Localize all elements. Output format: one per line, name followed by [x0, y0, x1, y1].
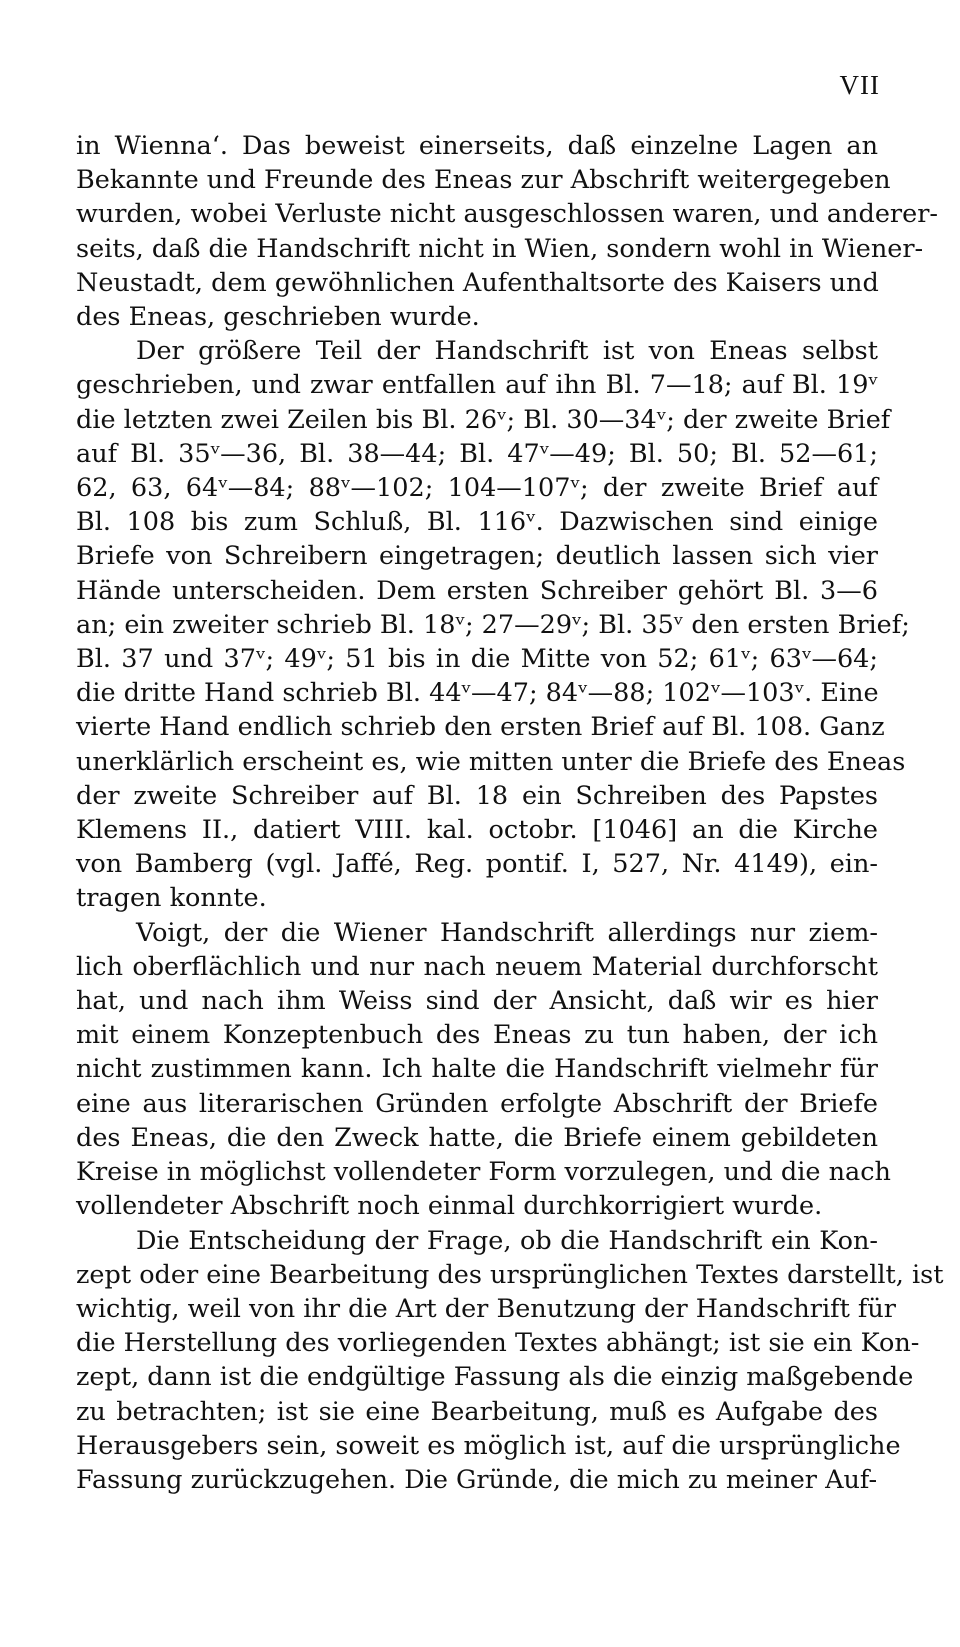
text-line: Bekannte und Freunde des Eneas zur Abschrift weitergegeben: [76, 165, 891, 196]
text-line: auf Bl. 35ᵛ—36, Bl. 38—44; Bl. 47ᵛ—49; Bl. 50; Bl. 52—61;: [76, 438, 878, 469]
body-text: [76, 129, 944, 1497]
text-line: von Bamberg (vgl. Jaffé, Reg. pontif. I, 527, Nr. 4149), ein-: [76, 849, 878, 880]
text-line: lich oberflächlich und nur nach neuem Material durchforscht: [76, 951, 878, 982]
text-line: zept, dann ist die endgültige Fassung als die einzig maßgebende: [76, 1362, 914, 1393]
text-line: Fassung zurückzugehen. Die Gründe, die mich zu meiner Auf-: [76, 1464, 878, 1495]
text-line: an; ein zweiter schrieb Bl. 18ᵛ; 27—29ᵛ; Bl. 35ᵛ den ersten Brief;: [76, 609, 910, 640]
text-line: eine aus literarischen Gründen erfolgte Abschrift der Briefe: [76, 1088, 878, 1119]
text-line: die Herstellung des vorliegenden Textes abhängt; ist sie ein Kon-: [76, 1328, 920, 1359]
text-line: in Wienna‘. Das beweist einerseits, daß einzelne Lagen an: [76, 131, 878, 161]
text-line: Die Entscheidung der Frage, ob die Handschrift ein Kon-: [136, 1225, 878, 1256]
paragraph-3: [76, 916, 891, 1224]
text-line: Neustadt, dem gewöhnlichen Aufenthaltsorte des Kaisers und: [76, 267, 879, 298]
text-line: Hände unterscheiden. Dem ersten Schreiber gehört Bl. 3—6: [76, 575, 878, 606]
text-line: des Eneas, geschrieben wurde.: [76, 302, 480, 333]
text-line: vierte Hand endlich schrieb den ersten Brief auf Bl. 108. Ganz: [76, 712, 885, 743]
text-line: vollendeter Abschrift noch einmal durchkorrigiert wurde.: [76, 1191, 823, 1222]
text-line: geschrieben, und zwar entfallen auf ihn Bl. 7—18; auf Bl. 19ᵛ: [76, 370, 878, 401]
paragraph-4: [76, 1224, 944, 1498]
text-line: des Eneas, die den Zweck hatte, die Briefe einem gebildeten: [76, 1122, 878, 1153]
text-line: Bl. 37 und 37ᵛ; 49ᵛ; 51 bis in die Mitte von 52; 61ᵛ; 63ᵛ—64;: [76, 644, 878, 675]
text-line: wurden, wobei Verluste nicht ausgeschlossen waren, und anderer-: [76, 199, 939, 230]
text-line: zept oder eine Bearbeitung des ursprünglichen Textes darstellt, ist: [76, 1259, 944, 1290]
text-line: Herausgebers sein, soweit es möglich ist, auf die ursprüngliche: [76, 1430, 901, 1461]
text-line: Der größere Teil der Handschrift ist von Eneas selbst: [136, 336, 878, 367]
page-number: VII: [839, 70, 880, 100]
text-line: Kreise in möglichst vollendeter Form vorzulegen, und die nach: [76, 1157, 891, 1188]
text-line: Briefe von Schreibern eingetragen; deutlich lassen sich vier: [76, 541, 878, 572]
text-line: die letzten zwei Zeilen bis Bl. 26ᵛ; Bl. 30—34ᵛ; der zweite Brief: [76, 404, 891, 435]
text-line: tragen konnte.: [76, 883, 267, 914]
text-line: Bl. 108 bis zum Schluß, Bl. 116ᵛ. Dazwischen sind einige: [76, 507, 878, 538]
text-line: hat, und nach ihm Weiss sind der Ansicht, daß wir es hier: [76, 986, 878, 1017]
paragraph-1: [76, 129, 939, 334]
text-line: mit einem Konzeptenbuch des Eneas zu tun haben, der ich: [76, 1020, 878, 1051]
text-line: Voigt, der die Wiener Handschrift allerdings nur ziem-: [136, 917, 878, 948]
text-line: zu betrachten; ist sie eine Bearbeitung, muß es Aufgabe des: [76, 1396, 878, 1427]
text-line: der zweite Schreiber auf Bl. 18 ein Schreiben des Papstes: [76, 780, 878, 811]
text-line: Klemens II., datiert VIII. kal. octobr. [1046] an die Kirche: [76, 815, 878, 846]
text-line: 62, 63, 64ᵛ—84; 88ᵛ—102; 104—107ᵛ; der zweite Brief auf: [76, 473, 878, 504]
text-line: die dritte Hand schrieb Bl. 44ᵛ—47; 84ᵛ—88; 102ᵛ—103ᵛ. Eine: [76, 678, 879, 709]
text-line: seits, daß die Handschrift nicht in Wien, sondern wohl in Wiener-: [76, 233, 924, 264]
paragraph-2: [76, 334, 910, 915]
text-line: wichtig, weil von ihr die Art der Benutzung der Handschrift für: [76, 1293, 896, 1324]
text-line: nicht zustimmen kann. Ich halte die Handschrift vielmehr für: [76, 1054, 878, 1085]
text-line: unerklärlich erscheint es, wie mitten unter die Briefe des Eneas: [76, 746, 906, 777]
